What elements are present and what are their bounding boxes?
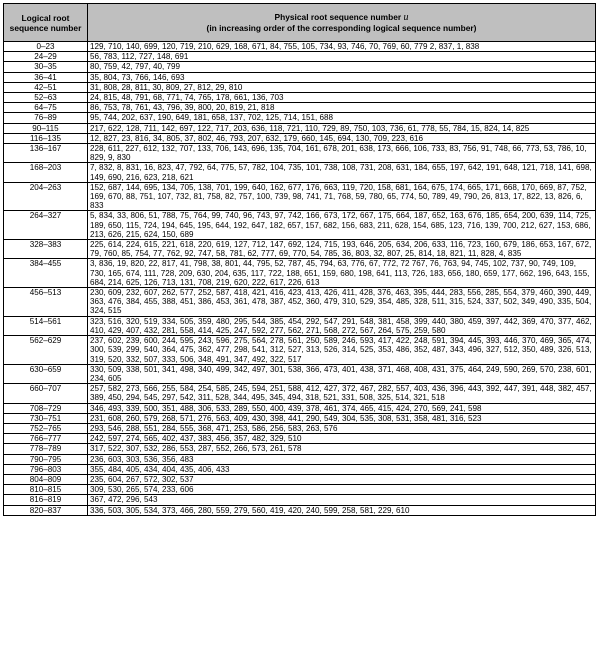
- physical-sequence-cell: 242, 597, 274, 565, 402, 437, 383, 456, 357, 482, 329, 510: [88, 434, 596, 444]
- table-row: [4, 113, 596, 123]
- physical-sequence-cell: 12, 827, 23, 816, 34, 805, 37, 802, 46, 793, 207, 632, 179, 660, 145, 694, 130, 709, 223, 616: [88, 133, 596, 143]
- physical-sequence-cell: 257, 582, 273, 566, 255, 584, 254, 585, 245, 594, 251, 588, 412, 427, 372, 467, 282, 557, 403, 436, 396, 443, 392, 447, 391, 448, 382, 457, 389, 450, 294, 545, 297, 542, 311, 528, 344, 495, 345, 494, 318, 521, 331, 508, 325, 514, 321, 518: [88, 384, 596, 403]
- table-row: [4, 144, 596, 163]
- table-row: [4, 42, 596, 52]
- table-row: [4, 82, 596, 92]
- logical-range-cell: 384–455: [4, 259, 88, 288]
- logical-range-cell: 136–167: [4, 144, 88, 163]
- logical-range-cell: 778–789: [4, 444, 88, 454]
- logical-range-cell: 64–75: [4, 103, 88, 113]
- table-row: [4, 505, 596, 515]
- physical-sequence-cell: 323, 516, 320, 519, 334, 505, 359, 480, 295, 544, 385, 454, 292, 547, 291, 548, 381, 458, 399, 440, 380, 459, 397, 442, 369, 470, 377, 462, 410, 429, 407, 432, 281, 558, 414, 425, 247, 592, 277, 562, 271, 568, 272, 567, 264, 575, 259, 580: [88, 316, 596, 335]
- physical-sequence-cell: 31, 808, 28, 811, 30, 809, 27, 812, 29, 810: [88, 82, 596, 92]
- logical-range-cell: 820–837: [4, 505, 88, 515]
- table-row: [4, 211, 596, 240]
- logical-range-cell: 30–35: [4, 62, 88, 72]
- table-row: [4, 103, 596, 113]
- physical-sequence-cell: 35, 804, 73, 766, 146, 693: [88, 72, 596, 82]
- logical-range-cell: 0–23: [4, 42, 88, 52]
- header-symbol-u: u: [403, 12, 409, 23]
- table-row: [4, 259, 596, 288]
- root-sequence-table: [3, 3, 596, 516]
- physical-sequence-cell: 225, 614, 224, 615, 221, 618, 220, 619, 127, 712, 147, 692, 124, 715, 193, 646, 205, 634, 206, 633, 116, 723, 160, 679, 186, 653, 167, 672, 79, 760, 85, 754, 77, 762, 92, 747, 58, 781, 62, 777, 69, 770, 54, 785, 36, 803, 32, 807, 25, 814, 18, 821, 11, 828, 4, 835: [88, 240, 596, 259]
- table-row: [4, 364, 596, 383]
- logical-range-cell: 168–203: [4, 163, 88, 182]
- logical-range-cell: 204–263: [4, 182, 88, 211]
- physical-sequence-cell: 367, 472, 296, 543: [88, 495, 596, 505]
- physical-sequence-cell: 293, 546, 288, 551, 284, 555, 368, 471, 253, 586, 256, 583, 263, 576: [88, 423, 596, 433]
- physical-sequence-cell: 317, 522, 307, 532, 286, 553, 287, 552, 266, 573, 261, 578: [88, 444, 596, 454]
- logical-range-cell: 52–63: [4, 93, 88, 103]
- physical-sequence-cell: 237, 602, 239, 600, 244, 595, 243, 596, 275, 564, 278, 561, 250, 589, 246, 593, 417, 422, 248, 591, 394, 445, 393, 446, 370, 469, 365, 474, 300, 539, 299, 540, 364, 475, 362, 477, 298, 541, 312, 527, 313, 526, 314, 525, 353, 486, 352, 487, 343, 496, 327, 512, 350, 489, 326, 513, 319, 520, 332, 507, 333, 506, 348, 491, 347, 492, 322, 517: [88, 336, 596, 365]
- physical-sequence-cell: 336, 503, 305, 534, 373, 466, 280, 559, 279, 560, 419, 420, 240, 599, 258, 581, 229, 610: [88, 505, 596, 515]
- physical-sequence-cell: 235, 604, 267, 572, 302, 537: [88, 474, 596, 484]
- table-row: [4, 316, 596, 335]
- table-row: [4, 52, 596, 62]
- physical-sequence-cell: 86, 753, 78, 761, 43, 796, 39, 800, 20, 819, 21, 818: [88, 103, 596, 113]
- logical-range-cell: 796–803: [4, 464, 88, 474]
- table-body: [4, 42, 596, 516]
- logical-range-cell: 328–383: [4, 240, 88, 259]
- table-row: [4, 485, 596, 495]
- logical-range-cell: 766–777: [4, 434, 88, 444]
- table-row: [4, 413, 596, 423]
- table-row: [4, 93, 596, 103]
- table-row: [4, 423, 596, 433]
- physical-sequence-cell: 56, 783, 112, 727, 148, 691: [88, 52, 596, 62]
- logical-range-cell: 752–765: [4, 423, 88, 433]
- physical-sequence-cell: 330, 509, 338, 501, 341, 498, 340, 499, 342, 497, 301, 538, 366, 473, 401, 438, 371, 468, 408, 431, 375, 464, 249, 590, 269, 570, 238, 601, 234, 605: [88, 364, 596, 383]
- table-row: [4, 288, 596, 317]
- logical-range-cell: 790–795: [4, 454, 88, 464]
- logical-range-cell: 816–819: [4, 495, 88, 505]
- header-physical-root: [88, 4, 596, 42]
- physical-sequence-cell: 129, 710, 140, 699, 120, 719, 210, 629, 168, 671, 84, 755, 105, 734, 93, 746, 70, 769, 60, 779 2, 837, 1, 838: [88, 42, 596, 52]
- physical-sequence-cell: 24, 815, 48, 791, 68, 771, 74, 765, 178, 661, 136, 703: [88, 93, 596, 103]
- table-row: [4, 62, 596, 72]
- logical-range-cell: 730–751: [4, 413, 88, 423]
- table-row: [4, 133, 596, 143]
- table-row: [4, 336, 596, 365]
- physical-sequence-cell: 355, 484, 405, 434, 404, 435, 406, 433: [88, 464, 596, 474]
- logical-range-cell: 708–729: [4, 403, 88, 413]
- logical-range-cell: 660–707: [4, 384, 88, 403]
- physical-sequence-cell: 7, 832, 8, 831, 16, 823, 47, 792, 64, 775, 57, 782, 104, 735, 101, 738, 108, 731, 208, 631, 184, 655, 197, 642, 191, 648, 121, 718, 141, 698, 149, 690, 216, 623, 218, 621: [88, 163, 596, 182]
- table-header-row: [4, 4, 596, 42]
- logical-range-cell: 630–659: [4, 364, 88, 383]
- logical-range-cell: 456–513: [4, 288, 88, 317]
- logical-range-cell: 42–51: [4, 82, 88, 92]
- physical-sequence-cell: 217, 622, 128, 711, 142, 697, 122, 717, 203, 636, 118, 721, 110, 729, 89, 750, 103, 736, 61, 778, 55, 784, 15, 824, 14, 825: [88, 123, 596, 133]
- physical-sequence-cell: 228, 611, 227, 612, 132, 707, 133, 706, 143, 696, 135, 704, 161, 678, 201, 638, 173, 666, 106, 733, 83, 756, 91, 748, 66, 773, 53, 786, 10, 829, 9, 830: [88, 144, 596, 163]
- physical-sequence-cell: 3, 836, 19, 820, 22, 817, 41, 798, 38, 801, 44, 795, 52, 787, 45, 794, 63, 776, 67, 772, 72 767, 76, 763, 94, 745, 102, 737, 90, 749, 109, 730, 165, 674, 111, 728, 209, 630, 204, 635, 117, 722, 188, 651, 159, 680, 198, 641, 113, 726, 183, 656, 180, 659, 177, 662, 196, 643, 155, 684, 214, 625, 126, 713, 131, 708, 219, 620, 222, 617, 226, 613: [88, 259, 596, 288]
- logical-range-cell: 24–29: [4, 52, 88, 62]
- logical-range-cell: 76–89: [4, 113, 88, 123]
- logical-range-cell: 810–815: [4, 485, 88, 495]
- header-logical-root: Logical root sequence number: [4, 4, 88, 42]
- table-row: [4, 240, 596, 259]
- physical-sequence-cell: 236, 603, 303, 536, 356, 483: [88, 454, 596, 464]
- logical-range-cell: 562–629: [4, 336, 88, 365]
- table-row: [4, 464, 596, 474]
- physical-sequence-cell: 80, 759, 42, 797, 40, 799: [88, 62, 596, 72]
- logical-range-cell: 90–115: [4, 123, 88, 133]
- table-row: [4, 72, 596, 82]
- table-row: [4, 182, 596, 211]
- header-physical-root-subtitle: (in increasing order of the corresponding logical sequence number): [206, 23, 477, 33]
- table-row: [4, 163, 596, 182]
- table-row: [4, 454, 596, 464]
- physical-sequence-cell: 346, 493, 339, 500, 351, 488, 306, 533, 289, 550, 400, 439, 378, 461, 374, 465, 415, 424, 270, 569, 241, 598: [88, 403, 596, 413]
- table-row: [4, 444, 596, 454]
- table-row: [4, 403, 596, 413]
- physical-sequence-cell: 231, 608, 260, 579, 268, 571, 276, 563, 409, 430, 398, 441, 290, 549, 304, 535, 308, 531, 358, 481, 316, 523: [88, 413, 596, 423]
- physical-sequence-cell: 5, 834, 33, 806, 51, 788, 75, 764, 99, 740, 96, 743, 97, 742, 166, 673, 172, 667, 175, 664, 187, 652, 163, 676, 185, 654, 200, 639, 114, 725, 189, 650, 115, 724, 194, 645, 195, 644, 192, 647, 182, 657, 157, 682, 156, 683, 211, 628, 154, 685, 123, 716, 139, 700, 212, 627, 153, 686, 213, 626, 215, 624, 150, 689: [88, 211, 596, 240]
- logical-range-cell: 116–135: [4, 133, 88, 143]
- table-row: [4, 434, 596, 444]
- header-physical-root-title: Physical root sequence number: [274, 12, 402, 22]
- physical-sequence-cell: 230, 609, 232, 607, 262, 577, 252, 587, 418, 421, 416, 423, 413, 426, 411, 428, 376, 463, 395, 444, 283, 556, 285, 554, 379, 460, 390, 449, 363, 476, 384, 455, 388, 451, 386, 453, 361, 478, 387, 452, 360, 479, 310, 529, 354, 485, 328, 511, 315, 524, 337, 502, 349, 490, 335, 504, 324, 515: [88, 288, 596, 317]
- table-row: [4, 123, 596, 133]
- physical-sequence-cell: 309, 530, 265, 574, 233, 606: [88, 485, 596, 495]
- physical-sequence-cell: 152, 687, 144, 695, 134, 705, 138, 701, 199, 640, 162, 677, 176, 663, 119, 720, 158, 681, 164, 675, 174, 665, 171, 668, 170, 669, 87, 752, 169, 670, 88, 751, 107, 732, 81, 758, 82, 757, 100, 739, 98, 741, 71, 768, 59, 780, 65, 774, 50, 789, 49, 790, 26, 813, 17, 822, 13, 826, 6, 833: [88, 182, 596, 211]
- table-row: [4, 474, 596, 484]
- table-row: [4, 384, 596, 403]
- physical-sequence-cell: 95, 744, 202, 637, 190, 649, 181, 658, 137, 702, 125, 714, 151, 688: [88, 113, 596, 123]
- logical-range-cell: 804–809: [4, 474, 88, 484]
- logical-range-cell: 264–327: [4, 211, 88, 240]
- table-row: [4, 495, 596, 505]
- logical-range-cell: 36–41: [4, 72, 88, 82]
- logical-range-cell: 514–561: [4, 316, 88, 335]
